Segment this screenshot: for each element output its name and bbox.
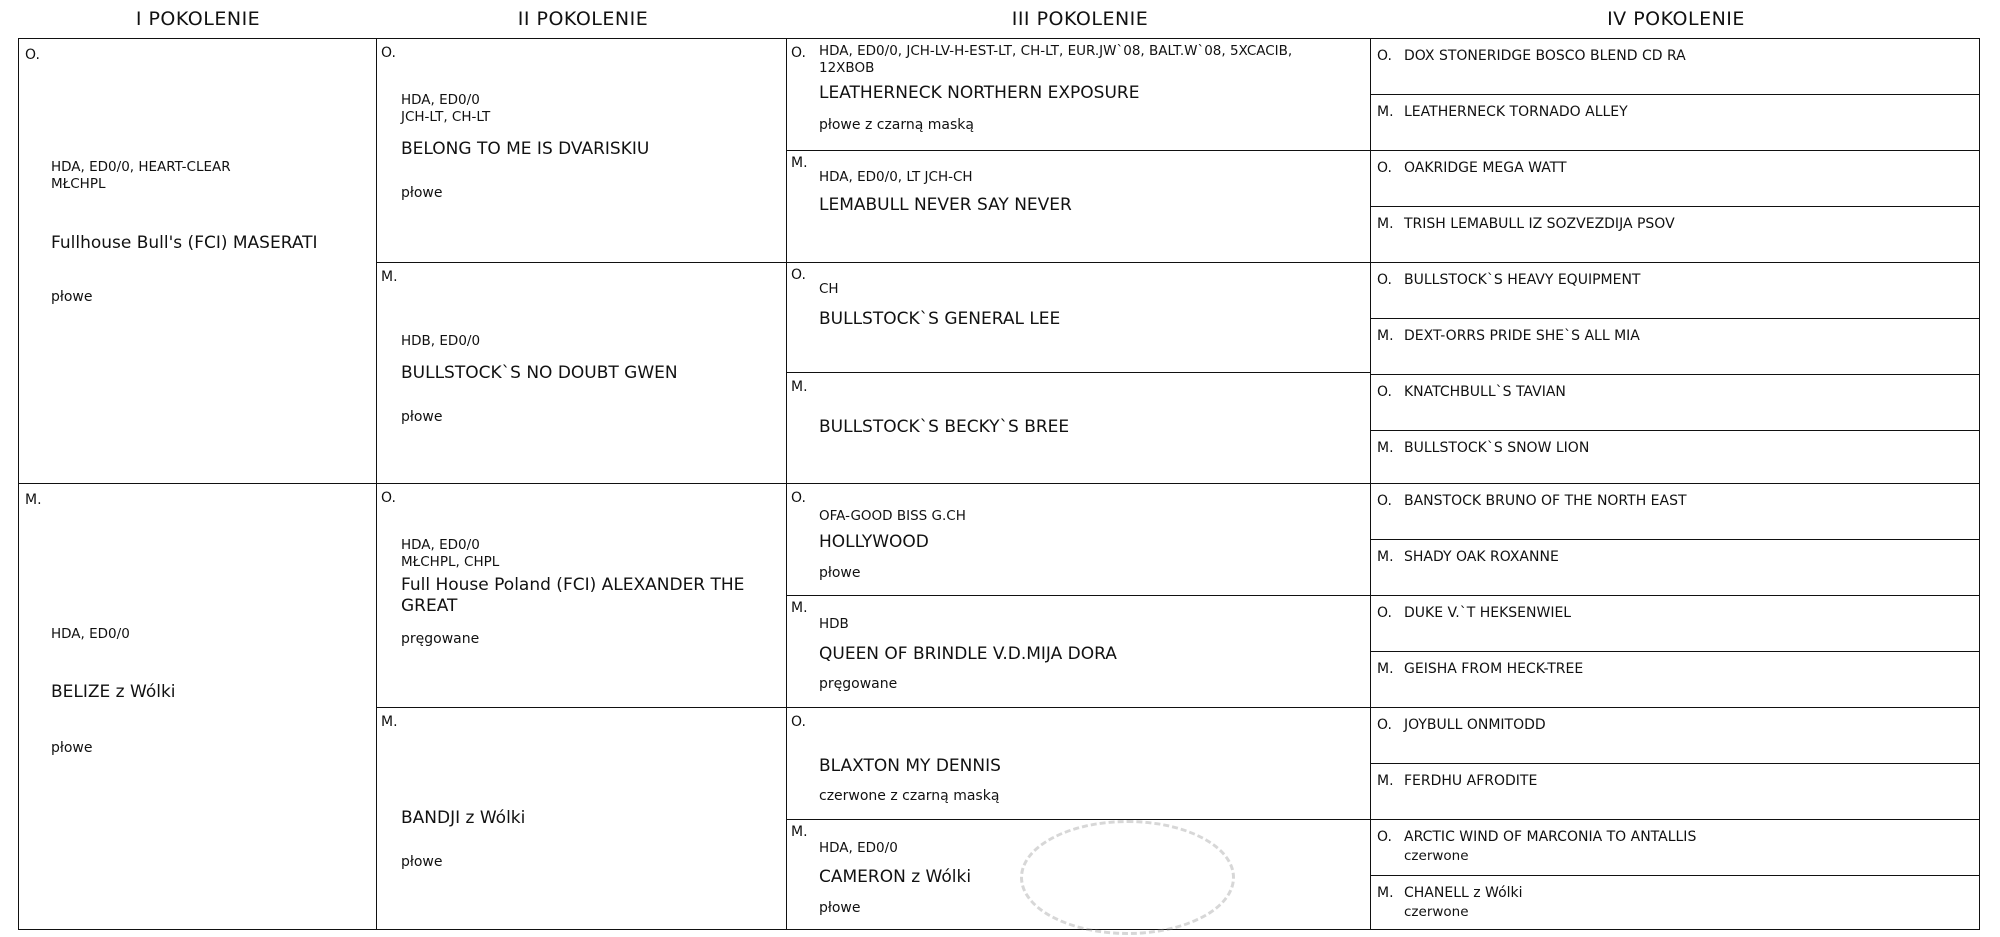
gen4-cell-6 [1370,318,1980,376]
gen3-cell-7-color: czerwone z czarną maską [819,788,1000,804]
gen2-cell-1-color: płowe [401,185,443,201]
gen1-sire-name: Fullhouse Bull's (FCI) MASERATI [51,233,318,253]
title-line: MŁCHPL [51,176,106,192]
gen3-cell-4 [786,372,1372,485]
gen1-dam-titles [51,626,130,643]
gen4-cell-16 [1370,875,1980,930]
gen4-cell-label: M. [1377,549,1394,565]
gen2-cell-2-label: M. [381,269,398,285]
gen4-cell-3 [1370,150,1980,208]
gen3-cell-3 [786,262,1372,374]
title-line: HDA, ED0/0 [401,92,480,108]
gen4-cell-name: DUKE V.`T HEKSENWIEL [1404,605,1572,621]
gen4-cell-label: M. [1377,885,1394,901]
gen2-cell-1-name: BELONG TO ME IS DVARISKIU [401,139,650,159]
gen3-cell-6-label: M. [791,600,808,616]
gen4-cell-label: M. [1377,216,1394,232]
gen4-cell-label: M. [1377,104,1394,120]
gen4-cell-name: TRISH LEMABULL IZ SOZVEZDIJA PSOV [1404,216,1675,232]
gen1-dam-name: BELIZE z Wólki [51,682,176,702]
gen3-cell-3-label: O. [791,267,806,283]
gen2-cell-3-color: pręgowane [401,631,480,647]
gen3-cell-5 [786,483,1372,597]
title-line: JCH-LT, CH-LT [401,109,491,125]
gen2-cell-3-name [401,575,744,617]
gen4-cell-name: KNATCHBULL`S TAVIAN [1404,384,1566,400]
gen4-cell-13 [1370,707,1980,765]
gen4-cell-5 [1370,262,1980,320]
header-generation-3: III POKOLENIE [1011,8,1149,30]
title-line: HDA, ED0/0, LT JCH-CH [819,169,973,185]
gen3-cell-2 [786,150,1372,264]
name-line: Full House Poland (FCI) ALEXANDER THE [401,575,745,595]
gen3-cell-7 [786,707,1372,821]
gen4-cell-12 [1370,651,1980,709]
gen3-cell-6 [786,595,1372,709]
gen4-cell-name: FERDHU AFRODITE [1404,773,1538,789]
gen1-dam-color: płowe [51,740,93,756]
gen3-cell-3-titles [819,281,839,298]
gen4-cell-label: O. [1377,384,1392,400]
gen4-cell-label: M. [1377,440,1394,456]
gen4-cell-label: O. [1377,717,1392,733]
gen4-cell-label: M. [1377,328,1394,344]
gen4-cell-10 [1370,539,1980,597]
gen3-cell-8-titles [819,840,898,857]
gen2-cell-4-name: BANDJI z Wólki [401,808,526,828]
gen3-cell-1-color: płowe z czarną maską [819,117,974,133]
gen2-cell-3-label: O. [381,490,396,506]
gen4-cell-label: O. [1377,493,1392,509]
gen1-sire-cell [18,38,378,485]
title-line: OFA-GOOD BISS G.CH [819,508,966,524]
gen3-cell-2-label: M. [791,155,808,171]
header-generation-2: II POKOLENIE [517,8,649,30]
gen4-cell-14 [1370,763,1980,821]
gen4-cell-9 [1370,483,1980,541]
gen4-cell-4 [1370,206,1980,264]
gen3-cell-5-color: płowe [819,565,861,581]
title-line: HDA, ED0/0 [819,840,898,856]
gen4-cell-name: CHANELL z Wólki [1404,885,1523,901]
gen3-cell-1-name: LEATHERNECK NORTHERN EXPOSURE [819,83,1140,103]
gen2-cell-4-label: M. [381,714,398,730]
gen4-cell-7 [1370,374,1980,432]
gen2-cell-4-color: płowe [401,854,443,870]
header-generation-1: I POKOLENIE [135,8,261,30]
gen1-sire-color: płowe [51,289,93,305]
title-line: HDB [819,616,849,632]
gen4-cell-15 [1370,819,1980,877]
gen3-cell-4-name: BULLSTOCK`S BECKY`S BREE [819,417,1070,437]
gen3-cell-3-name: BULLSTOCK`S GENERAL LEE [819,309,1061,329]
gen3-cell-2-titles [819,169,973,186]
gen3-cell-1-titles [819,43,1292,77]
gen2-cell-3-titles [401,537,499,571]
kennel-stamp-mark [1020,820,1235,935]
title-line: HDA, ED0/0, HEART-CLEAR [51,159,231,175]
gen3-cell-6-color: pręgowane [819,676,898,692]
gen4-cell-color: czerwone [1404,904,1469,920]
gen4-cell-name: JOYBULL ONMITODD [1404,717,1546,733]
name-line: GREAT [401,596,458,616]
gen3-cell-5-name: HOLLYWOOD [819,532,929,552]
gen3-cell-5-titles [819,508,966,525]
gen3-cell-6-titles [819,616,849,633]
gen2-cell-2-titles [401,333,480,350]
gen4-cell-name: LEATHERNECK TORNADO ALLEY [1404,104,1628,120]
gen3-cell-6-name: QUEEN OF BRINDLE V.D.MIJA DORA [819,644,1117,664]
gen1-dam-label: M. [25,492,42,508]
gen3-cell-7-label: O. [791,714,806,730]
gen4-cell-label: O. [1377,605,1392,621]
title-line: CH [819,281,839,297]
gen4-cell-name: GEISHA FROM HECK-TREE [1404,661,1584,677]
gen4-cell-name: BULLSTOCK`S HEAVY EQUIPMENT [1404,272,1641,288]
gen1-sire-titles [51,159,231,193]
gen2-cell-4 [376,707,788,930]
gen2-cell-2-name: BULLSTOCK`S NO DOUBT GWEN [401,363,678,383]
gen3-cell-8-color: płowe [819,900,861,916]
gen2-cell-1-titles [401,92,490,126]
gen4-cell-2 [1370,94,1980,152]
gen3-cell-2-name: LEMABULL NEVER SAY NEVER [819,195,1072,215]
title-line: HDB, ED0/0 [401,333,481,349]
gen2-cell-3 [376,483,788,709]
gen3-cell-8-label: M. [791,824,808,840]
gen4-cell-1 [1370,38,1980,96]
gen4-cell-label: O. [1377,829,1392,845]
gen4-cell-name: OAKRIDGE MEGA WATT [1404,160,1567,176]
gen3-cell-8-name: CAMERON z Wólki [819,867,972,887]
gen4-cell-name: ARCTIC WIND OF MARCONIA TO ANTALLIS [1404,829,1697,845]
title-line: 12XBOB [819,60,875,76]
gen4-cell-label: O. [1377,160,1392,176]
title-line: MŁCHPL, CHPL [401,554,500,570]
gen4-cell-name: SHADY OAK ROXANNE [1404,549,1559,565]
gen4-cell-label: O. [1377,272,1392,288]
gen3-cell-5-label: O. [791,490,806,506]
gen2-cell-1-label: O. [381,45,396,61]
gen4-cell-11 [1370,595,1980,653]
title-line: HDA, ED0/0 [51,626,130,642]
header-generation-4: IV POKOLENIE [1607,8,1745,30]
gen4-cell-8 [1370,430,1980,485]
gen4-cell-name: BANSTOCK BRUNO OF THE NORTH EAST [1404,493,1687,509]
gen4-cell-color: czerwone [1404,848,1469,864]
gen4-cell-name: DEXT-ORRS PRIDE SHE`S ALL MIA [1404,328,1640,344]
title-line: HDA, ED0/0, JCH-LV-H-EST-LT, CH-LT, EUR.JW`08, BALT.W`08, 5XCACIB, [819,43,1293,59]
gen3-cell-1-label: O. [791,45,806,61]
gen3-cell-4-label: M. [791,379,808,395]
gen4-cell-label: O. [1377,48,1392,64]
gen2-cell-1 [376,38,788,264]
gen2-cell-2-color: płowe [401,409,443,425]
gen4-cell-label: M. [1377,661,1394,677]
gen2-cell-2 [376,262,788,485]
gen4-cell-name: BULLSTOCK`S SNOW LION [1404,440,1590,456]
gen1-dam-cell [18,483,378,930]
title-line: HDA, ED0/0 [401,537,480,553]
gen3-cell-7-name: BLAXTON MY DENNIS [819,756,1001,776]
gen3-cell-1 [786,38,1372,152]
gen4-cell-label: M. [1377,773,1394,789]
gen1-sire-label: O. [25,47,40,63]
gen4-cell-name: DOX STONERIDGE BOSCO BLEND CD RA [1404,48,1686,64]
